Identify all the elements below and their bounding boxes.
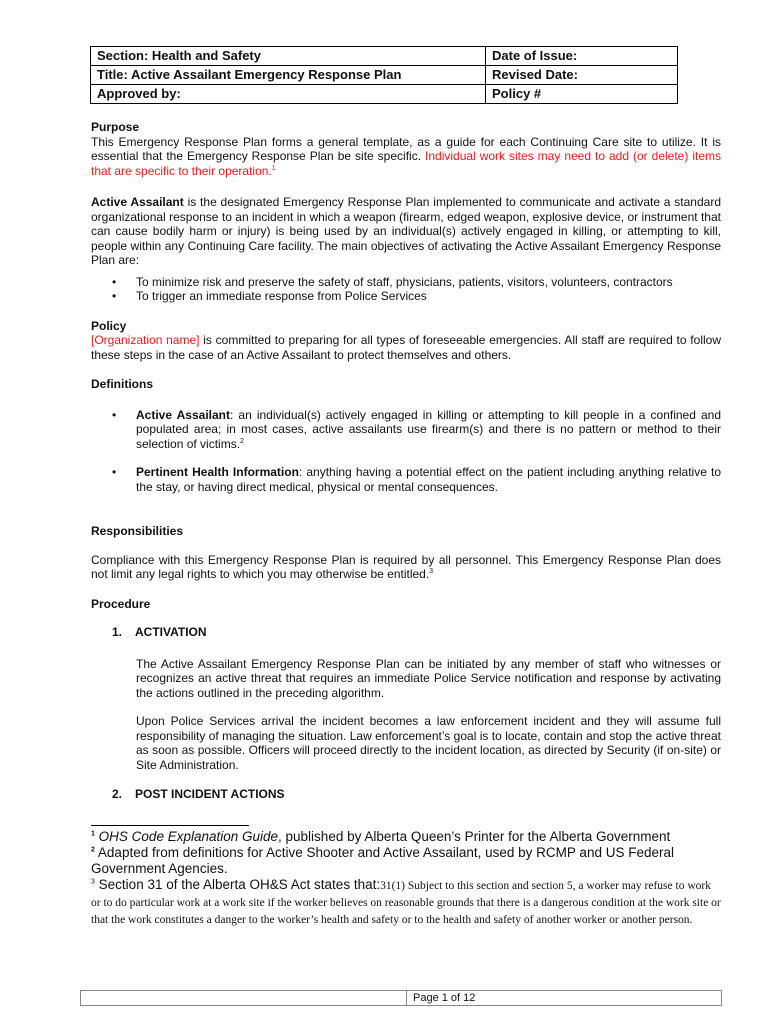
activation-paragraph-1: The Active Assailant Emergency Response Plan can be initiated by any member of staff who witnesses or recognizes an active threat that requires an immediate Police Service notification and response by activating the actions outlined in the preceding algorithm.: [136, 656, 721, 700]
definition-term: Active Assailant: [136, 407, 230, 422]
responsibilities-heading: Responsibilities: [91, 524, 184, 538]
document-body: [91, 120, 721, 802]
policy-paragraph: [91, 333, 721, 362]
footnote-1-title: OHS Code Explanation Guide: [98, 829, 279, 844]
procedure-heading: Procedure: [91, 596, 151, 611]
policy-text: is committed to preparing for all types of foreseeable emergencies. All staff are required to follow these steps in the case of an Active Assailant to protect themselves and others.: [91, 333, 721, 362]
activation-paragraph-2: Upon Police Services arrival the incident becomes a law enforcement incident and they will assume full responsibility of managing the situation. Law enforcement’s goal is to locate, contain and stop the active threat as soon as possible. Officers will proceed directly to the incident location, as directed by Security (if on-site) or Site Administration.: [136, 714, 721, 772]
footnote-number: 3: [91, 878, 95, 886]
footnote-1: [91, 829, 721, 845]
responsibilities-text: Compliance with this Emergency Response Plan is required by all personnel. This Emergency Response Plan does not limit any legal rights to which you may otherwise be entitled.: [91, 552, 721, 581]
approved-by-cell: Approved by:: [91, 85, 486, 104]
footnote-3: [91, 877, 721, 928]
procedure-step-activation: [112, 625, 721, 640]
active-assailant-term: Active Assailant: [91, 195, 184, 209]
page-footer: [80, 990, 722, 1006]
policy-number-cell: Policy #: [486, 85, 678, 104]
policy-header-table: [90, 46, 678, 104]
revised-date-cell: Revised Date:: [486, 66, 678, 85]
purpose-red-text: Individual work sites may need to add (or delete) items that are specific to their operation.: [91, 149, 721, 178]
definition-text: : an individual(s) actively engaged in killing or attempting to kill people in a confined and populated area; in most cases, active assailants use firearm(s) and there is no pattern or method to their selection of victims.: [136, 407, 721, 451]
organization-name: [Organization name]: [91, 333, 200, 347]
definitions-heading: Definitions: [91, 377, 153, 391]
responsibilities-paragraph: [91, 553, 721, 582]
purpose-text: This Emergency Response Plan forms a general template, as a guide for each Continuing Care site to utilize. It is essential that the Emergency Response Plan be site specific.: [91, 134, 721, 163]
purpose-paragraph: [91, 135, 721, 179]
title-cell: Title: Active Assailant Emergency Response Plan: [91, 66, 486, 85]
date-of-issue-cell: Date of Issue:: [486, 47, 678, 66]
active-assailant-paragraph: [91, 195, 721, 268]
footnote-separator: [91, 825, 249, 826]
purpose-heading: Purpose: [91, 120, 140, 134]
procedure-step-post-incident: [112, 787, 721, 802]
section-cell: Section: Health and Safety: [91, 47, 486, 66]
step-number: 2.: [112, 787, 123, 801]
definition-text: : anything having a potential effect on the patient including anything relative to the stay, or having direct medical, physical or mental consequences.: [136, 465, 722, 494]
footnote-ref-3: 3: [429, 568, 434, 575]
list-item: • To minimize risk and preserve the safety of staff, physicians, patients, visitors, volunteers, contractors: [91, 275, 721, 290]
definition-item: [91, 408, 721, 452]
definition-item: [91, 465, 721, 494]
definitions-list: [91, 408, 721, 495]
step-title: ACTIVATION: [135, 625, 207, 639]
footnote-2: [91, 845, 721, 877]
footnote-2-text: Adapted from definitions for Active Shooter and Active Assailant, used by RCMP and US Federal Government Agencies.: [91, 845, 674, 876]
objectives-list: [91, 275, 721, 304]
footnote-3-text: 31(1) Subject to this section and section 5, a worker may refuse to work or to do particular work at a work site if the worker believes on reasonable grounds that there is a dangerous condition at the work site or that the work constitutes a danger to the worker’s health and safety or to the health and safety of another worker or another person.: [91, 880, 721, 926]
policy-heading: Policy: [91, 318, 127, 333]
footnote-number: 1: [91, 830, 95, 838]
footnote-1-text: , published by Alberta Queen’s Printer for the Alberta Government: [278, 829, 671, 844]
page-number: Page 1 of 12: [413, 992, 476, 1004]
footnote-ref-1: 1: [271, 164, 276, 172]
step-title: POST INCIDENT ACTIONS: [135, 787, 285, 801]
list-item: • To trigger an immediate response from Police Services: [91, 289, 721, 304]
active-assailant-text: is the designated Emergency Response Plan implemented to communicate and activate a standard organizational response to an incident in which a weapon (firearm, edged weapon, explosive device, or instrument that can cause bodily harm or injury) is being used by an individual(s) actively engaged in killing, or attempting to kill, people within any Continuing Care facility. The main objectives of activating the Active Assailant Emergency Response Plan are:: [91, 195, 722, 267]
footnote-ref-2: 2: [240, 437, 244, 445]
definition-term: Pertinent Health Information: [136, 465, 299, 479]
step-number: 1.: [112, 625, 123, 639]
footer-divider: [406, 991, 407, 1005]
footnotes: [91, 829, 721, 928]
footnote-3-lead: Section 31 of the Alberta OH&S Act states that:: [98, 877, 381, 892]
footnote-number: 2: [91, 846, 95, 854]
